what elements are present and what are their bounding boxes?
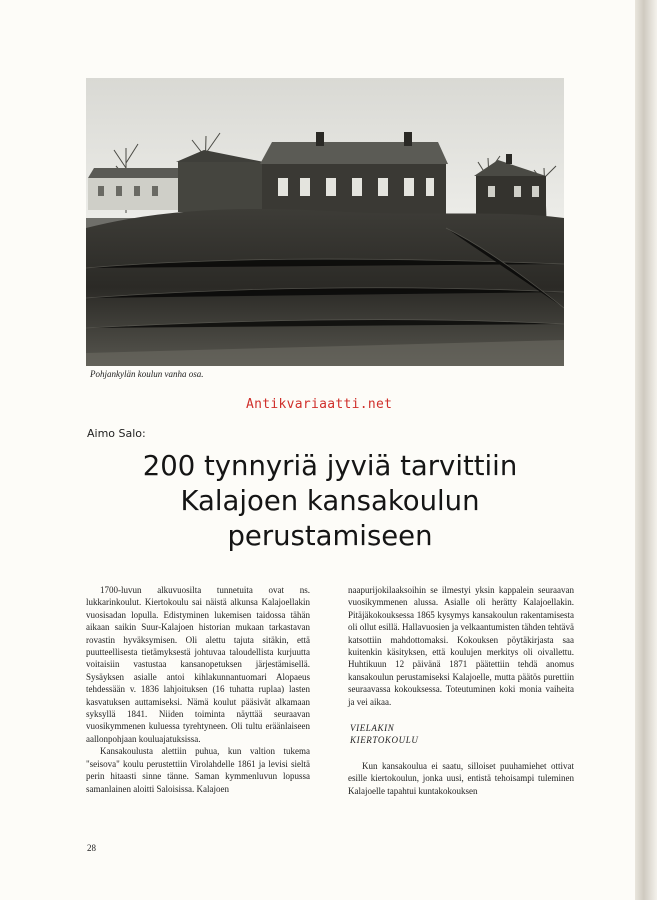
paragraph: Kansakoulusta alettiin puhua, kun valtion tukema "seisova" koulu perustettiin Virolahdelle 1861 ja levisi sieltä perin hitaasti sinne tänne. Saman kymmenluvun lopussa samanlainen aloitti Saloisissa. Kalajoen: [86, 746, 310, 794]
title-line-1: 200 tynnyriä jyviä tarvittiin: [142, 450, 518, 482]
left-text-column: [86, 584, 310, 795]
title-line-2: Kalajoen kansakoulun: [180, 485, 480, 517]
paragraph: 1700-luvun alkuvuosilta tunnetuita ovat ns. lukkarinkoulut. Kiertokoulu sai näistä alkunsa Kalajoellakin vuosisadan lopulla. Edistyminen lukemisen taidossa tähän aikaan saikin Suur-Kalajoen historian mukaan tarkastavan rovastin hyväksymisen. Oli alettu tajuta sitäkin, että puutteellisesta tietämyksestä johtuvaa taloudellista kurjuutta voitaisiin vastustaa kansanopetuksen järjestämisellä. Sysäyksen asialle antoi kihlakunnantuomari Alopaeus tehdessään v. 1836 lahjoituksen (16 tuhatta ruplaa) lasten kasvatuksen auttamiseksi. Nämä koulut pääsivät alkamaan syksyllä 1841. Niiden toiminta näyttää seuraavan vuosikymmenen kuluessa tyrehtyneen. Oli tultu eräänlaiseen aallonpohjaan kouluajatuksissa.: [86, 585, 310, 744]
article-title: [90, 449, 570, 554]
paragraph: naapurijokilaaksoihin se ilmestyi yksin kappalein seuraavan vuosikymmenen alussa. Asialle oli herätty Kalajoellakin. Pitäjäkokouksessa 1865 kysymys kansakoulun rakentamisesta oli ollut esillä. Hallavuosien ja velkaantumisten tähden tehtävä katsottiin mahdottomaksi. Kokouksen pöytäkirjasta saa kuitenkin käsityksen, että koulujen merkitys oli oivallettu. Huhtikuun 12 päivänä 1871 päätettiin tehdä anomus kansakoulun perustamiseksi Kalajoelle, mutta päätös purettiin seuraavassa kokouksessa. Toteutuminen koki monia vaiheita ja vei aikaa.: [348, 585, 574, 707]
right-text-column: [348, 584, 574, 797]
subheading-line-2: KIERTOKOULU: [350, 735, 419, 746]
watermark-text: Antikvariaatti.net: [246, 397, 393, 412]
page-edge: [635, 0, 657, 900]
school-photograph: [86, 78, 564, 366]
section-subheading: [350, 722, 574, 746]
author-byline: Aimo Salo:: [87, 427, 146, 440]
paragraph: Kun kansakoulua ei saatu, silloiset puuhamiehet ottivat esille kiertokoulun, jonka uusi, entistä tehoisampi tuleminen Kalajoelle tapahtui kuntakokouksen: [348, 761, 574, 796]
subheading-line-1: VIELAKIN: [350, 723, 395, 734]
page-number: 28: [87, 843, 96, 853]
title-line-3: perustamiseen: [227, 520, 433, 552]
photo-caption: Pohjankylän koulun vanha osa.: [90, 369, 204, 379]
old-school-buildings-photo: [86, 78, 564, 366]
